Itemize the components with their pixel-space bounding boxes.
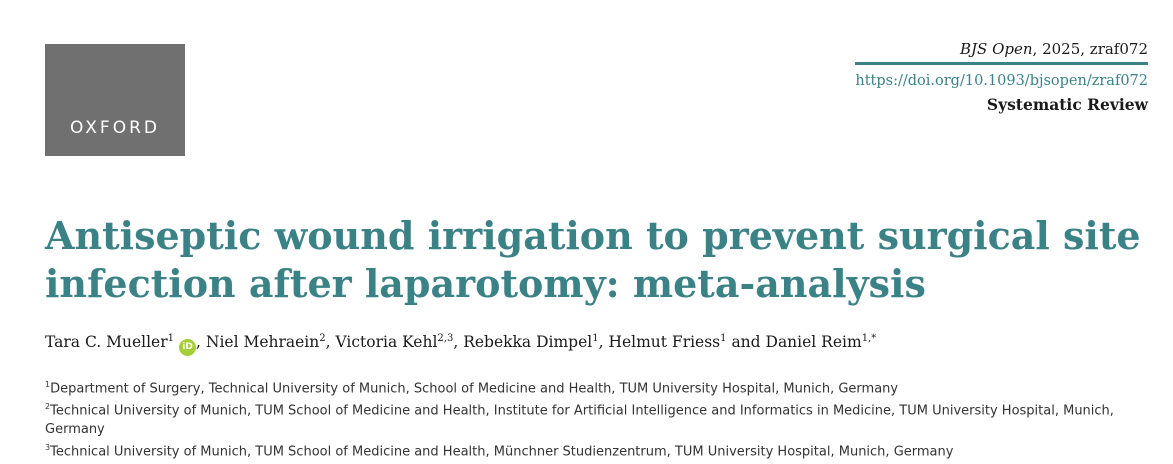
- author-separator: ,: [196, 333, 206, 352]
- publisher-logo: [45, 44, 185, 156]
- author-affiliation-marker: 1,*: [861, 333, 877, 344]
- article-type: Systematic Review: [986, 95, 1148, 114]
- author-name: Victoria Kehl: [335, 333, 438, 352]
- author-name: Daniel Reim: [765, 333, 862, 352]
- affiliation-item: [45, 398, 1135, 438]
- affiliation-number: 1: [45, 380, 51, 389]
- author-separator: ,: [453, 333, 464, 352]
- doi-link[interactable]: https://doi.org/10.1093/bjsopen/zraf072: [855, 73, 1148, 89]
- affiliation-text: Technical University of Munich, TUM School of Medicine and Health, Institute for Artificial Intelligence and Informatics in Medicine, TUM University Hospital, Munich, Germany: [45, 403, 1114, 437]
- journal-name: BJS Open: [960, 40, 1033, 58]
- orcid-icon[interactable]: iD: [179, 339, 196, 356]
- journal-citation: [855, 40, 1148, 65]
- author-name: Niel Mehraein: [205, 333, 320, 352]
- article-title: Antiseptic wound irrigation to prevent surgical site infection after laparotomy: meta-analysis: [45, 213, 1141, 306]
- affiliation-number: 2: [45, 402, 51, 412]
- author-affiliation-marker: 1: [167, 333, 175, 344]
- affiliation-item: [45, 439, 1135, 461]
- journal-citation-details: , 2025, zraf072: [1032, 40, 1148, 58]
- author-affiliation-marker: 1: [592, 333, 599, 344]
- author-separator: ,: [325, 333, 336, 352]
- journal-info: [855, 40, 1148, 114]
- author-affiliation-marker: 2,3: [437, 333, 454, 344]
- author-name: Helmut Friess: [608, 333, 721, 352]
- author-separator: ,: [598, 333, 609, 352]
- affiliation-item: [45, 376, 1135, 398]
- affiliation-number: 3: [45, 442, 51, 452]
- publisher-logo-text: OXFORD: [69, 118, 160, 138]
- author-list: [45, 333, 876, 356]
- author-conjunction: and: [726, 333, 766, 352]
- author-name: Rebekka Dimpel: [463, 333, 593, 352]
- affiliation-list: [45, 376, 1135, 461]
- author-affiliation-marker: 2: [319, 333, 326, 344]
- affiliation-text: Technical University of Munich, TUM School of Medicine and Health, Münchner Studienzentrum, TUM University Hospital, Munich, Germany: [50, 443, 954, 459]
- author-name: Tara C. Mueller: [45, 333, 168, 352]
- affiliation-text: Department of Surgery, Technical University of Munich, School of Medicine and Health, TUM University Hospital, Munich, Germany: [50, 381, 899, 397]
- author-affiliation-marker: 1: [720, 333, 727, 344]
